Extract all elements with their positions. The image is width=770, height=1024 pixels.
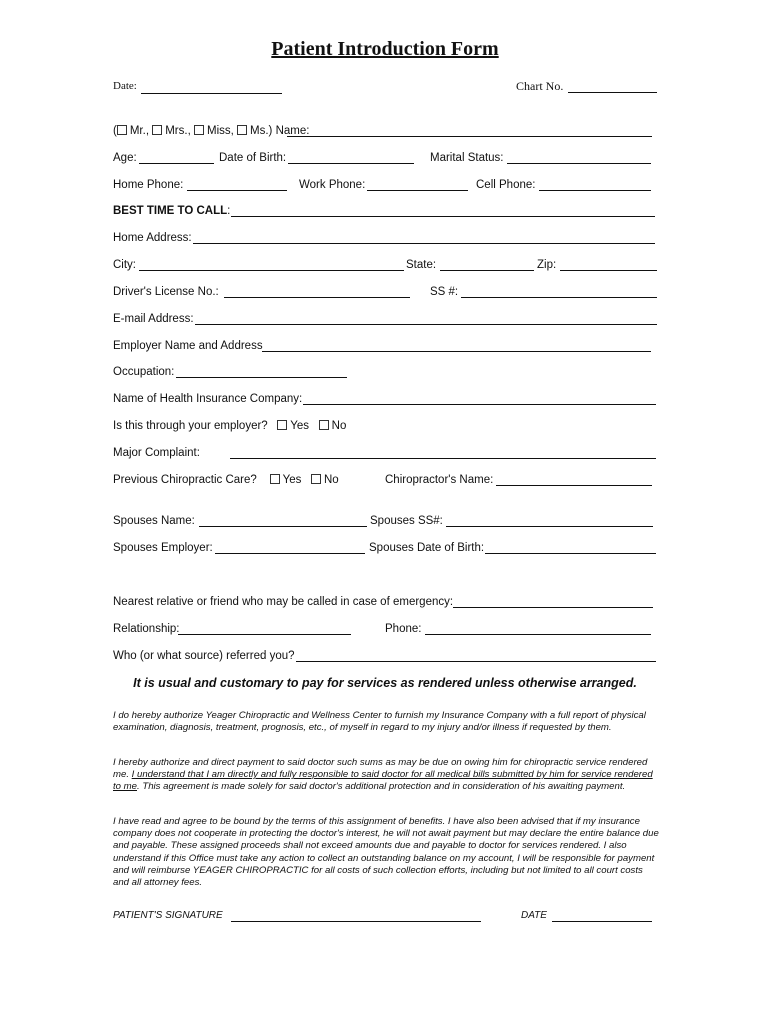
chiro-name-label: Chiropractor's Name: [385,474,494,486]
spouse-dob-field[interactable] [485,553,656,554]
zip-label: Zip: [537,259,557,271]
ss-field[interactable] [461,297,657,298]
para2-text-a: I hereby authorize and direct payment to said doctor such sums as may be due on owing him for chiropractic service rendered me. [113,757,648,781]
state-field[interactable] [440,270,534,271]
patient-signature-field[interactable] [231,921,481,922]
emergency-label: Nearest relative or friend who may be called in case of emergency: [113,596,454,608]
employer-label: Employer Name and Address [113,340,263,352]
occupation-label: Occupation: [113,366,175,378]
signature-date-field[interactable] [552,921,652,922]
marital-status-field[interactable] [507,163,651,164]
spouse-ss-field[interactable] [446,526,653,527]
drivers-license-label: Driver's License No.: [113,286,219,298]
email-label: E-mail Address: [113,313,194,325]
best-time-field[interactable] [231,216,655,217]
chiro-yes-label: Yes [282,474,302,486]
signature-date-label: DATE [521,910,547,921]
age-field[interactable] [139,163,214,164]
cell-phone-label: Cell Phone: [476,179,536,191]
payment-notice: It is usual and customary to pay for services as rendered unless otherwise arranged. [133,676,637,690]
prev-chiro-label: Previous Chiropractic Care? [113,474,257,486]
drivers-license-field[interactable] [224,297,410,298]
date-label: Date: [113,80,137,92]
chiro-no-label: No [323,474,339,486]
name-field[interactable] [287,136,652,137]
employer-yes-label: Yes [290,420,310,432]
home-address-label: Home Address: [113,232,192,244]
major-complaint-field[interactable] [230,458,656,459]
major-complaint-label: Major Complaint: [113,447,200,459]
occupation-field[interactable] [176,377,347,378]
dob-label: Date of Birth: [219,152,287,164]
para2-underlined: I understand that I am directly and fully responsible to said doctor for all medical bills submitted by him for service rendered to me [113,769,653,793]
checkbox-mr[interactable] [117,125,127,135]
authorization-paragraph-3: I have read and agree to be bound by the terms of this assignment of benefits. I have also been advised that if my insurance company does not cooperate in protecting the doctor's interest, he will not await payment but may declare the entire balance due and payable. These assigned proceeds shall not exceed amounts due and payable to doctor for services rendered. I also understand if this Office must take any action to collect an outstanding balance on my account, I will be responsible for payment and will reimburse YEAGER CHIROPRACTIC for all costs of such collection efforts, including but not limited to all court costs and all attorney fees. [113,816,659,889]
email-field[interactable] [195,324,657,325]
spouse-ss-label: Spouses SS#: [370,515,443,527]
name-label: Name: [275,125,310,137]
title-mrs: Mrs., [165,125,191,137]
authorization-paragraph-1: I do hereby authorize Yeager Chiropractic and Wellness Center to furnish my Insurance Company with a full report of physical examination, diagnosis, treatment, prognosis, etc., of myself in regard to my injury and/or illness if requested by them. [113,710,646,734]
marital-status-label: Marital Status: [430,152,504,164]
checkbox-chiro-yes[interactable] [270,474,280,484]
employer-no-label: No [331,420,347,432]
para2-text-b: . This agreement is made solely for said doctor's additional protection and in consideration of his awaiting payment. [137,781,626,793]
emergency-phone-field[interactable] [425,634,651,635]
spouse-name-label: Spouses Name: [113,515,195,527]
phone-label: Phone: [385,623,422,635]
through-employer-label: Is this through your employer? [113,420,268,432]
emergency-field[interactable] [453,607,653,608]
city-label: City: [113,259,136,271]
through-employer-row [113,419,346,433]
checkbox-chiro-no[interactable] [311,474,321,484]
spouse-employer-label: Spouses Employer: [113,542,213,554]
zip-field[interactable] [560,270,657,271]
dob-field[interactable] [288,163,414,164]
state-label: State: [406,259,437,271]
patient-signature-label: PATIENT'S SIGNATURE [113,910,223,921]
work-phone-label: Work Phone: [299,179,366,191]
title-ms: Ms.) [250,125,273,137]
home-phone-field[interactable] [187,190,287,191]
form-title: Patient Introduction Form [271,38,499,60]
best-time-colon: : [227,205,231,217]
best-time-label: BEST TIME TO CALL [113,205,228,217]
title-mr: Mr., [129,125,150,137]
relationship-field[interactable] [178,634,351,635]
spouse-dob-label: Spouses Date of Birth: [369,542,485,554]
spouse-name-field[interactable] [199,526,367,527]
referred-field[interactable] [296,661,656,662]
city-field[interactable] [139,270,404,271]
insurance-label: Name of Health Insurance Company: [113,393,303,405]
spouse-employer-field[interactable] [215,553,365,554]
name-label-row [113,124,309,138]
home-address-field[interactable] [193,243,655,244]
best-time-label-row [113,204,230,218]
referred-label: Who (or what source) referred you? [113,650,295,662]
ss-label: SS #: [430,286,459,298]
relationship-label: Relationship: [113,623,180,635]
age-label: Age: [113,152,137,164]
chart-no-field[interactable] [568,92,657,93]
checkbox-employer-no[interactable] [319,420,329,430]
work-phone-field[interactable] [367,190,468,191]
chiro-name-field[interactable] [496,485,652,486]
date-field[interactable] [141,93,282,94]
home-phone-label: Home Phone: [113,179,184,191]
authorization-paragraph-2 [113,757,661,794]
checkbox-miss[interactable] [194,125,204,135]
title-miss: Miss, [206,125,234,137]
prev-chiro-row [113,473,339,487]
insurance-field[interactable] [303,404,656,405]
checkbox-mrs[interactable] [152,125,162,135]
cell-phone-field[interactable] [539,190,651,191]
paren-open: ( [113,125,117,137]
checkbox-employer-yes[interactable] [277,420,287,430]
employer-field[interactable] [262,351,651,352]
chart-no-label: Chart No. [516,79,564,93]
checkbox-ms[interactable] [237,125,247,135]
